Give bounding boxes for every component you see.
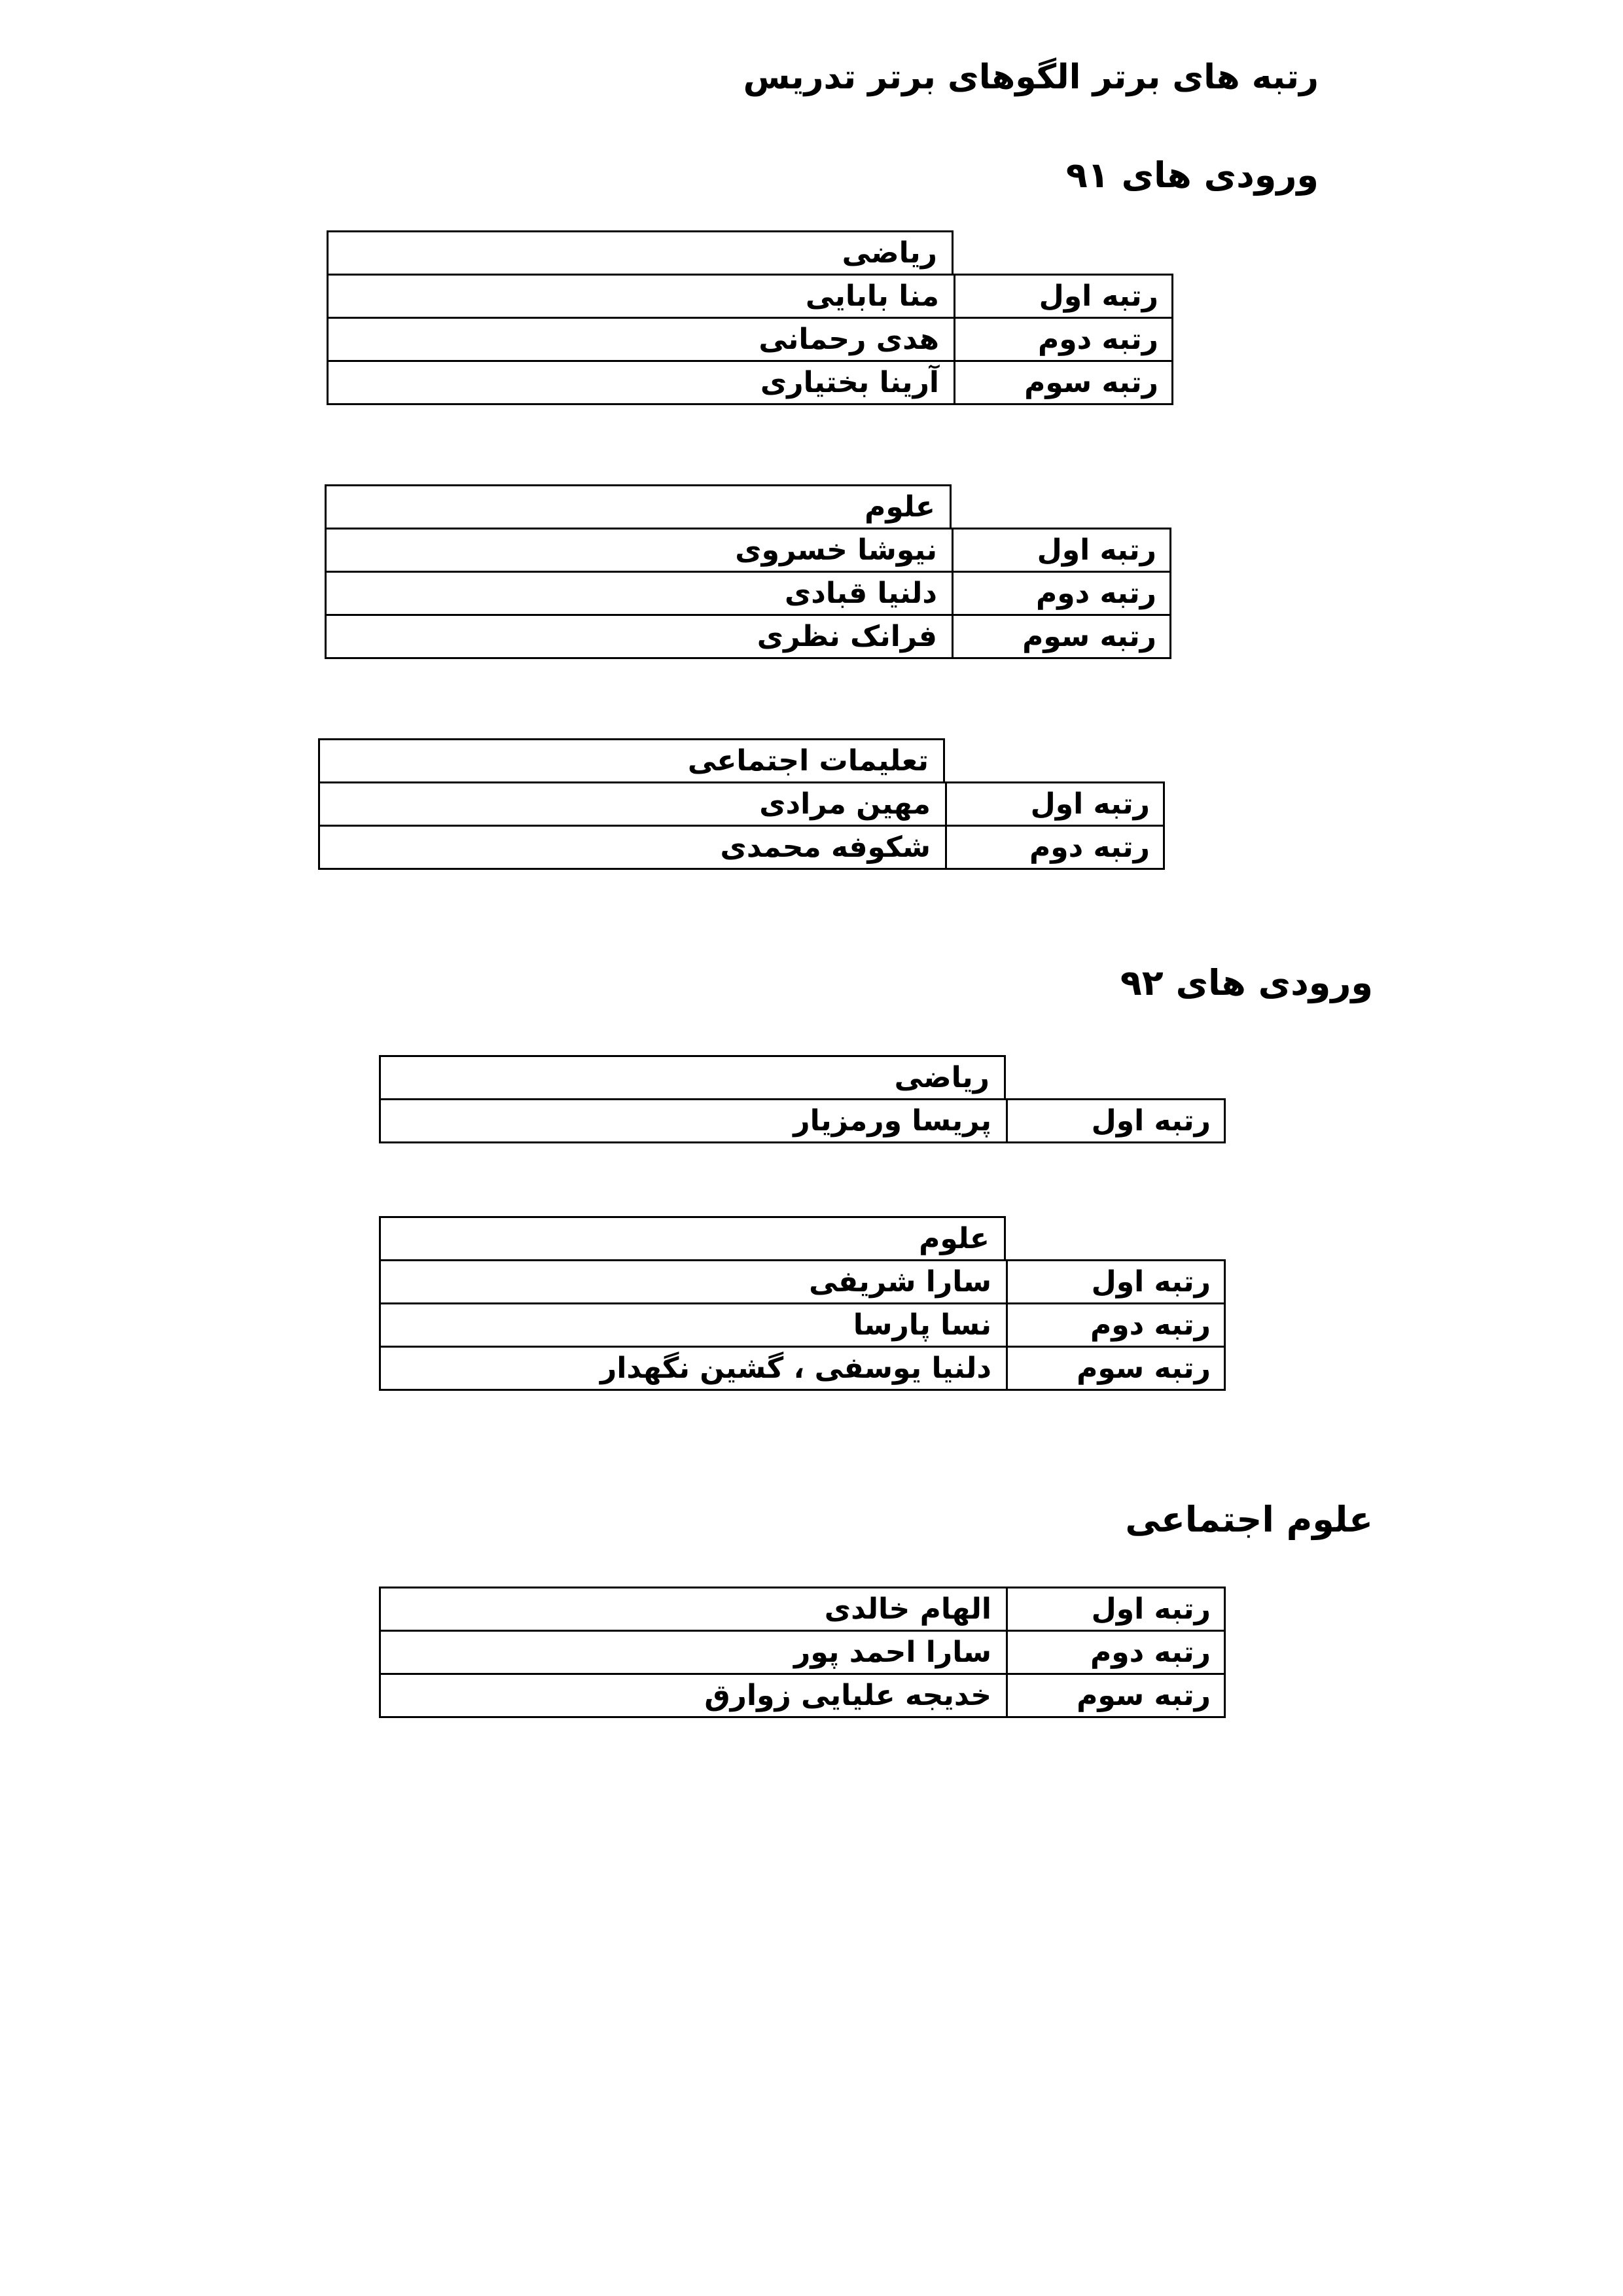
rank-cell: رتبه دوم [1006,1302,1226,1348]
empty-cell [952,484,1171,529]
rank-cell: رتبه اول [945,781,1165,827]
rank-cell: رتبه دوم [954,317,1173,362]
table-row [325,528,1171,573]
table-row [327,360,1173,405]
student-name-cell: پریسا ورمزیار [379,1098,1006,1143]
table-row [379,1346,1226,1391]
table-row [379,1673,1226,1718]
subject-header: علوم [325,484,952,529]
table-row [325,614,1171,659]
student-name-cell: سارا احمد پور [379,1630,1006,1675]
table-row [379,1630,1226,1675]
rank-cell: رتبه دوم [1006,1630,1226,1675]
student-name-cell: نیوشا خسروی [325,528,952,573]
student-name-cell: هدی رحمانی [327,317,954,362]
rank-cell: رتبه اول [1006,1098,1226,1143]
table-row [318,781,1165,827]
table-91-science [325,484,1171,659]
table-91-social-education [318,738,1165,870]
table-91-math [327,230,1173,405]
table-row [325,571,1171,616]
table-92-science [379,1216,1226,1391]
table-row [379,1098,1226,1143]
table-header-row [318,738,1165,783]
table-row [379,1587,1226,1632]
section-heading-91: ورودی های ۹۱ [1065,154,1319,196]
rank-cell: رتبه دوم [945,825,1165,870]
rank-cell: رتبه سوم [1006,1673,1226,1718]
student-name-cell: آرینا بختیاری [327,360,954,405]
document-title: رتبه های برتر الگوهای برتر تدریس [743,58,1319,97]
table-row [318,825,1165,870]
student-name-cell: فرانک نظری [325,614,952,659]
student-name-cell: سارا شریفی [379,1259,1006,1304]
table-header-row [327,230,1173,276]
empty-cell [945,738,1165,783]
subject-header: علوم [379,1216,1006,1261]
rank-cell: رتبه اول [1006,1259,1226,1304]
student-name-cell: خدیجه علیایی زوارق [379,1673,1006,1718]
section-heading-92: ورودی های ۹۲ [1120,962,1373,1003]
rank-cell: رتبه سوم [1006,1346,1226,1391]
student-name-cell: دلنیا قبادی [325,571,952,616]
table-row [327,317,1173,362]
table-row [379,1259,1226,1304]
table-92-math [379,1055,1226,1143]
table-row [379,1302,1226,1348]
student-name-cell: مهین مرادی [318,781,945,827]
table-header-row [379,1216,1226,1261]
student-name-cell: منا بابایی [327,274,954,319]
empty-cell [1006,1055,1226,1100]
student-name-cell: نسا پارسا [379,1302,1006,1348]
table-row [327,274,1173,319]
rank-cell: رتبه سوم [954,360,1173,405]
rank-cell: رتبه اول [954,274,1173,319]
student-name-cell: الهام خالدی [379,1587,1006,1632]
empty-cell [1006,1216,1226,1261]
student-name-cell: دلنیا یوسفی ، گشین نگهدار [379,1346,1006,1391]
table-social-sciences [379,1587,1226,1718]
rank-cell: رتبه اول [952,528,1171,573]
section-heading-social-sciences: علوم اجتماعی [1125,1499,1373,1540]
subject-header: ریاضی [379,1055,1006,1100]
table-header-row [379,1055,1226,1100]
rank-cell: رتبه سوم [952,614,1171,659]
rank-cell: رتبه اول [1006,1587,1226,1632]
subject-header: ریاضی [327,230,954,276]
student-name-cell: شکوفه محمدی [318,825,945,870]
rank-cell: رتبه دوم [952,571,1171,616]
table-header-row [325,484,1171,529]
subject-header: تعلیمات اجتماعی [318,738,945,783]
empty-cell [954,230,1173,276]
